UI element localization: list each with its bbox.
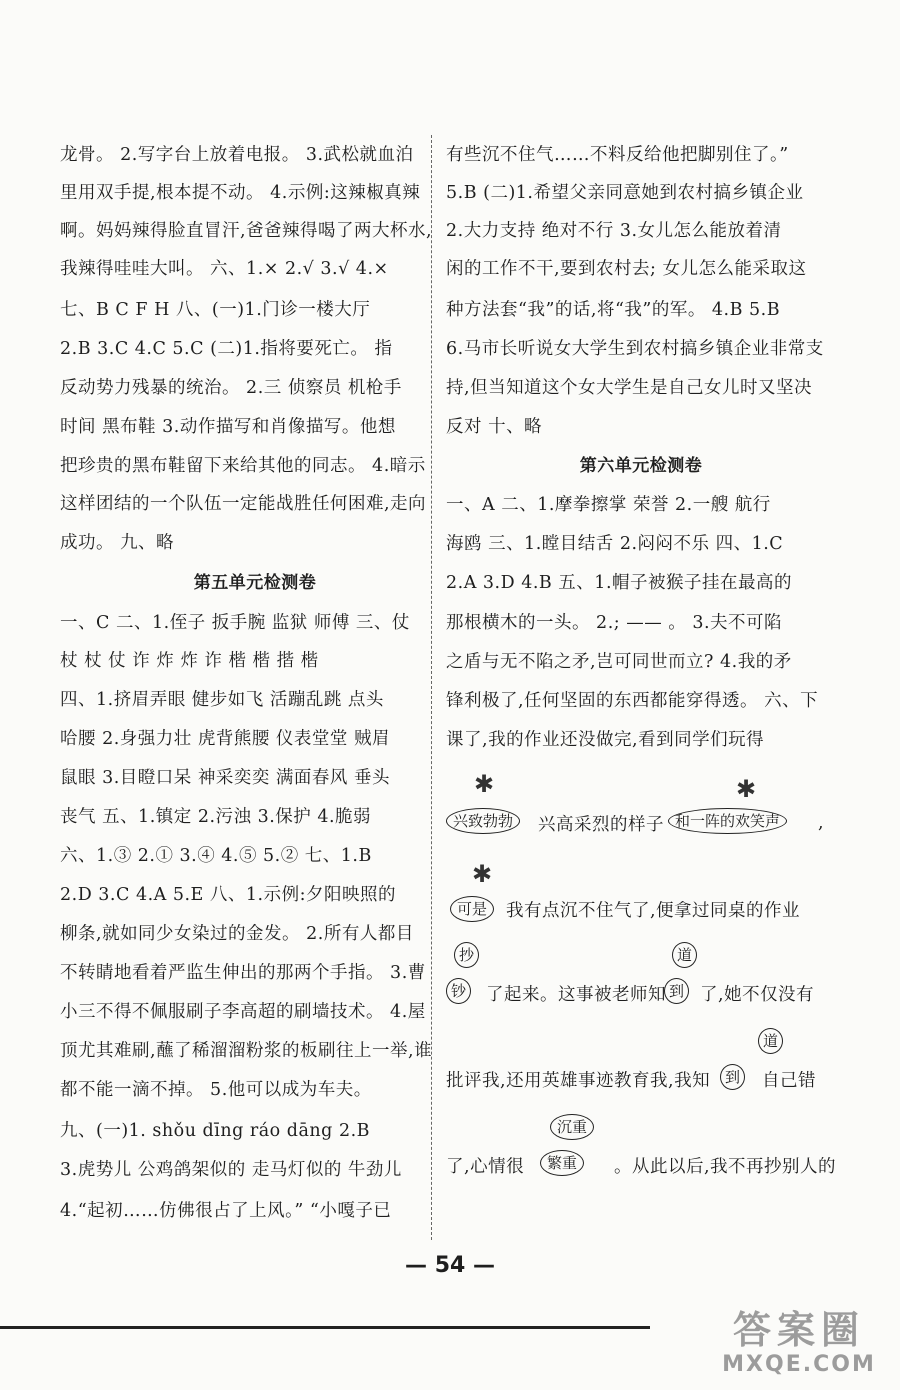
text-line: 4.“起初……仿佛很占了上风。” “小嘎子已	[60, 1201, 392, 1221]
section-title-unit5: 第五单元检测卷	[193, 573, 317, 593]
text-line: 。从此以后,我不再抄别人的	[614, 1157, 837, 1177]
correction-bubble: 兴致勃勃	[446, 808, 520, 834]
text-line: ,	[818, 813, 825, 833]
text-line: 丧气 五、1.镇定 2.污浊 3.保护 4.脆弱	[60, 807, 372, 827]
text-line: 5.B (二)1.希望父亲同意她到农村搞乡镇企业	[446, 183, 804, 203]
text-line: 一、C 二、1.侄子 扳手腕 监狱 师傅 三、仗	[60, 613, 410, 633]
text-line: 我有点沉不住气了,便拿过同桌的作业	[506, 901, 801, 921]
text-line: 锋利极了,任何坚固的东西都能穿得透。 六、下	[446, 691, 819, 711]
text-line: 都不能一滴不掉。 5.他可以成为车夫。	[60, 1080, 372, 1100]
text-line: 有些沉不住气……不料反给他把脚别住了。”	[446, 145, 789, 165]
correction-bubble: 繁重	[540, 1150, 584, 1176]
text-line: 小三不得不佩服刷子李高超的刷墙技术。 4.屋	[60, 1002, 426, 1022]
correction-bubble: 道	[758, 1028, 783, 1054]
text-line: 九、(一)1. shǒu dīng ráo dāng 2.B	[60, 1121, 370, 1141]
text-line: 自己错	[762, 1071, 816, 1091]
text-line: 3.虎势儿 公鸡鸽架似的 走马灯似的 牛劲儿	[60, 1160, 402, 1180]
watermark-line1: 答案圈	[732, 1308, 865, 1352]
text-line: 这样团结的一个队伍一定能战胜任何困难,走向	[60, 494, 427, 514]
correction-bubble: 沉重	[550, 1114, 594, 1140]
text-line: 四、1.挤眉弄眼 健步如飞 活蹦乱跳 点头	[60, 690, 384, 710]
text-line: 龙骨。 2.写字台上放着电报。 3.武松就血泊	[60, 145, 414, 165]
text-line: 了,心情很	[446, 1157, 525, 1177]
text-line: 反动势力残暴的统治。 2.三 侦察员 机枪手	[60, 378, 402, 398]
text-line: 啊。妈妈辣得脸直冒汗,爸爸辣得喝了两大杯水,	[60, 221, 433, 241]
correction-bubble: 道	[672, 942, 697, 968]
watermark-logo	[708, 1308, 890, 1377]
correction-bubble: 到	[664, 978, 689, 1004]
text-line: 之盾与无不陷之矛,岂可同世而立? 4.我的矛	[446, 652, 792, 672]
text-line: 了,她不仅没有	[700, 985, 815, 1005]
text-line: 了起来。这事被老师知	[486, 985, 666, 1005]
revision-mark-icon: ✱	[474, 770, 495, 798]
text-line: 时间 黑布鞋 3.动作描写和肖像描写。他想	[60, 417, 396, 437]
text-line: 反对 十、略	[446, 417, 543, 437]
text-line: 6.马市长听说女大学生到农村搞乡镇企业非常支	[446, 339, 824, 359]
revision-mark-icon: ✱	[736, 775, 757, 803]
text-line: 里用双手提,根本提不动。 4.示例:这辣椒真辣	[60, 183, 421, 203]
text-line: 2.B 3.C 4.C 5.C (二)1.指将要死亡。 指	[60, 339, 393, 359]
text-line: 种方法套“我”的话,将“我”的军。 4.B 5.B	[446, 300, 781, 320]
text-line: 那根横木的一头。 2.; —— 。 3.夫不可陷	[446, 613, 783, 633]
correction-bubble: 到	[720, 1064, 745, 1090]
text-line: 杖 杖 仗 诈 炸 炸 诈 楷 楷 揩 楷	[60, 651, 319, 671]
text-line: 把珍贵的黑布鞋留下来给其他的同志。 4.暗示	[60, 456, 426, 476]
text-line: 2.D 3.C 4.A 5.E 八、1.示例:夕阳映照的	[60, 885, 396, 905]
page-number: — 54 —	[405, 1253, 495, 1278]
text-line: 哈腰 2.身强力壮 虎背熊腰 仪表堂堂 贼眉	[60, 729, 390, 749]
text-line: 课了,我的作业还没做完,看到同学们玩得	[446, 730, 765, 750]
text-line: 2.A 3.D 4.B 五、1.帽子被猴子挂在最高的	[446, 573, 793, 593]
text-line: 鼠眼 3.目瞪口呆 神采奕奕 满面春风 垂头	[60, 768, 390, 788]
column-divider	[431, 135, 432, 1240]
correction-bubble: 可是	[450, 896, 494, 922]
footer-rule	[0, 1326, 650, 1329]
text-line: 我辣得哇哇大叫。 六、1.× 2.√ 3.√ 4.×	[60, 259, 389, 279]
text-line: 2.大力支持 绝对不行 3.女儿怎么能放着清	[446, 221, 782, 241]
text-line: 持,但当知道这个女大学生是自己女儿时又坚决	[446, 378, 813, 398]
text-line: 不转睛地看着严监生伸出的那两个手指。 3.曹	[60, 963, 426, 983]
text-line: 兴高采烈的样子	[538, 815, 664, 835]
correction-bubble: 钞	[446, 978, 471, 1004]
correction-bubble: 抄	[454, 942, 479, 968]
text-line: 七、B C F H 八、(一)1.门诊一楼大厅	[60, 300, 371, 320]
text-line: 海鸥 三、1.瞠目结舌 2.闷闷不乐 四、1.C	[446, 534, 784, 554]
text-line: 闲的工作不干,要到农村去; 女儿怎么能采取这	[446, 259, 807, 279]
text-line: 顶尤其难刷,蘸了稀溜溜粉浆的板刷往上一举,谁	[60, 1041, 433, 1061]
text-line: 一、A 二、1.摩拳擦掌 荣誉 2.一艘 航行	[446, 495, 771, 515]
watermark-line2: MXQE.COM	[722, 1352, 876, 1377]
text-line: 成功。 九、略	[60, 533, 175, 553]
section-title-unit6: 第六单元检测卷	[579, 456, 703, 476]
text-line: 柳条,就如同少女染过的金发。 2.所有人都目	[60, 924, 414, 944]
revision-mark-icon: ✱	[472, 860, 493, 888]
text-line: 六、1.③ 2.① 3.④ 4.⑤ 5.② 七、1.B	[60, 846, 372, 866]
correction-bubble: 和一阵的欢笑声	[668, 808, 787, 834]
text-line: 批评我,还用英雄事迹教育我,我知	[446, 1071, 711, 1091]
